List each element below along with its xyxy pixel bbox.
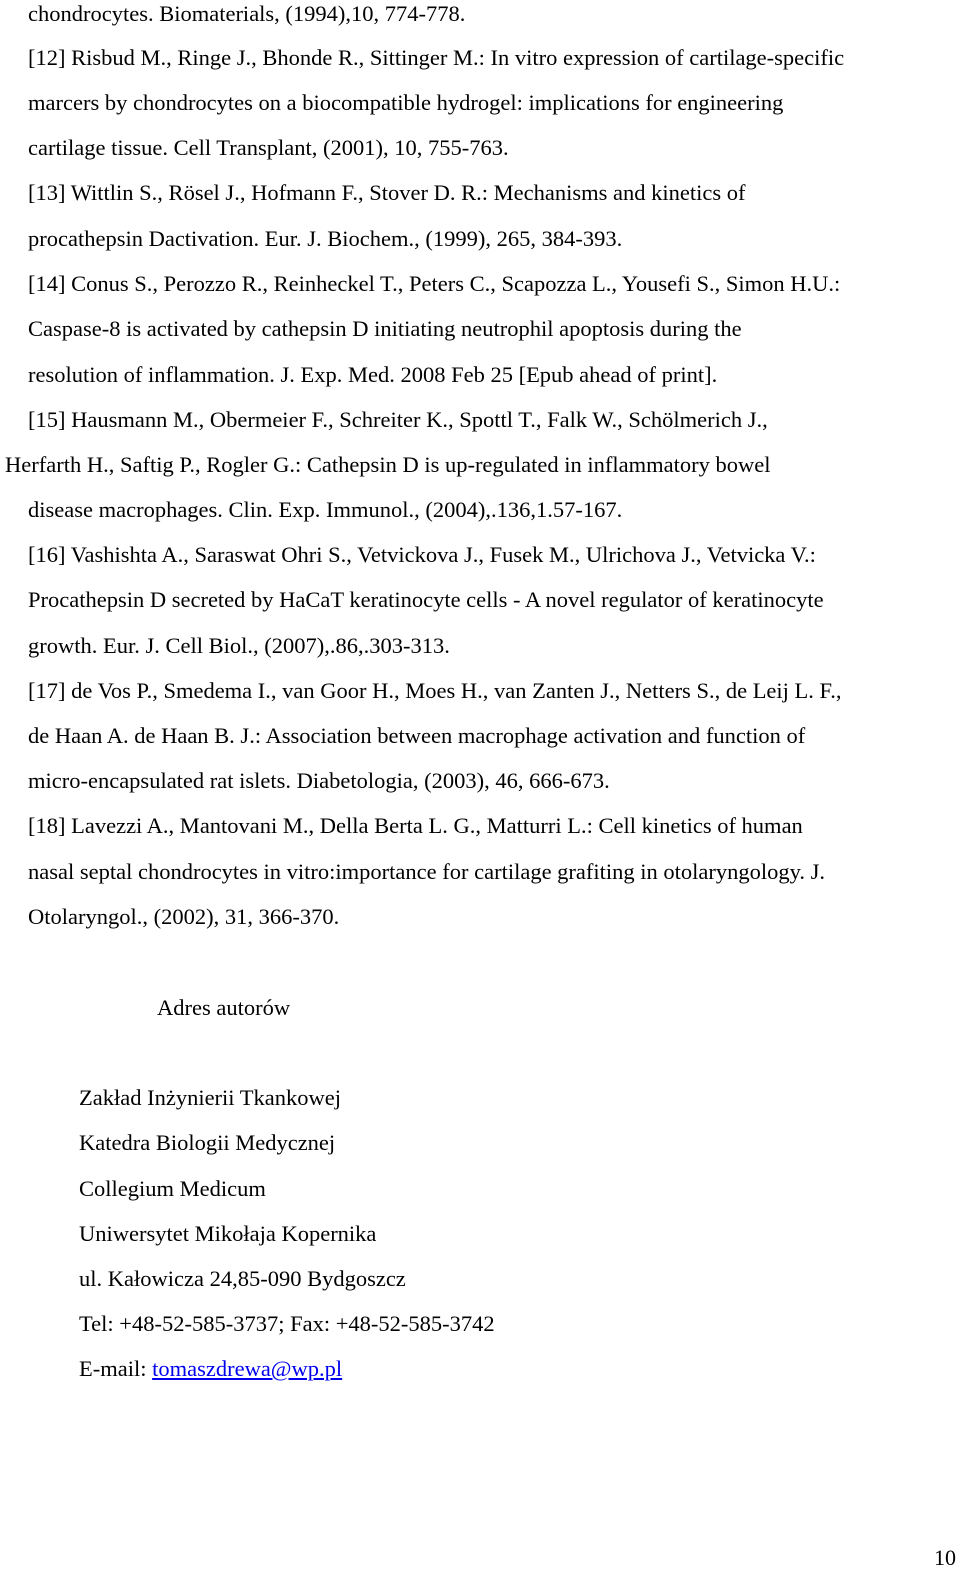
email-label: E-mail: xyxy=(79,1356,153,1381)
reference-line: chondrocytes. Biomaterials, (1994),10, 774-778. xyxy=(28,1,466,26)
address-line: Collegium Medicum xyxy=(79,1176,266,1201)
email-line xyxy=(79,1358,342,1381)
reference-line: cartilage tissue. Cell Transplant, (2001), 10, 755-763. xyxy=(28,135,509,160)
address-heading: Adres autorów xyxy=(157,995,291,1020)
reference-line: nasal septal chondrocytes in vitro:importance for cartilage grafiting in otolaryngology. J. xyxy=(28,859,826,884)
reference-line: [15] Hausmann M., Obermeier F., Schreiter K., Spottl T., Falk W., Schölmerich J., xyxy=(28,407,768,432)
address-line: Zakład Inżynierii Tkankowej xyxy=(79,1085,341,1110)
reference-line: disease macrophages. Clin. Exp. Immunol., (2004),.136,1.57-167. xyxy=(28,497,623,522)
reference-line: [16] Vashishta A., Saraswat Ohri S., Vetvickova J., Fusek M., Ulrichova J., Vetvicka V.: xyxy=(28,542,816,567)
reference-line: [14] Conus S., Perozzo R., Reinheckel T., Peters C., Scapozza L., Yousefi S., Simon H.U.: xyxy=(28,271,841,296)
reference-line: [13] Wittlin S., Rösel J., Hofmann F., Stover D. R.: Mechanisms and kinetics of xyxy=(28,180,746,205)
reference-line: [17] de Vos P., Smedema I., van Goor H., Moes H., van Zanten J., Netters S., de Leij L. F., xyxy=(28,678,842,703)
reference-line: Procathepsin D secreted by HaCaT keratinocyte cells - A novel regulator of keratinocyte xyxy=(28,587,824,612)
address-line: ul. Kałowicza 24,85-090 Bydgoszcz xyxy=(79,1266,406,1291)
page-number: 10 xyxy=(934,1545,956,1570)
address-line: Tel: +48-52-585-3737; Fax: +48-52-585-3742 xyxy=(79,1311,495,1336)
reference-line: [12] Risbud M., Ringe J., Bhonde R., Sittinger M.: In vitro expression of cartilage-specific xyxy=(28,45,845,70)
reference-line: Otolaryngol., (2002), 31, 366-370. xyxy=(28,904,340,929)
reference-line: Caspase-8 is activated by cathepsin D initiating neutrophil apoptosis during the xyxy=(28,316,742,341)
reference-line: marcers by chondrocytes on a biocompatible hydrogel: implications for engineering xyxy=(28,90,784,115)
reference-line: resolution of inflammation. J. Exp. Med. 2008 Feb 25 [Epub ahead of print]. xyxy=(28,362,718,387)
address-line: Katedra Biologii Medycznej xyxy=(79,1130,336,1155)
reference-line: micro-encapsulated rat islets. Diabetologia, (2003), 46, 666-673. xyxy=(28,768,610,793)
reference-line: [18] Lavezzi A., Mantovani M., Della Berta L. G., Matturri L.: Cell kinetics of human xyxy=(28,813,803,838)
email-link[interactable]: tomaszdrewa@wp.pl xyxy=(152,1356,343,1381)
address-line: Uniwersytet Mikołaja Kopernika xyxy=(79,1221,377,1246)
reference-line: Herfarth H., Saftig P., Rogler G.: Cathepsin D is up-regulated in inflammatory bowel xyxy=(5,452,771,477)
reference-line: de Haan A. de Haan B. J.: Association between macrophage activation and function of xyxy=(28,723,806,748)
reference-line: growth. Eur. J. Cell Biol., (2007),.86,.303-313. xyxy=(28,633,450,658)
reference-line: procathepsin Dactivation. Eur. J. Biochem., (1999), 265, 384-393. xyxy=(28,226,623,251)
